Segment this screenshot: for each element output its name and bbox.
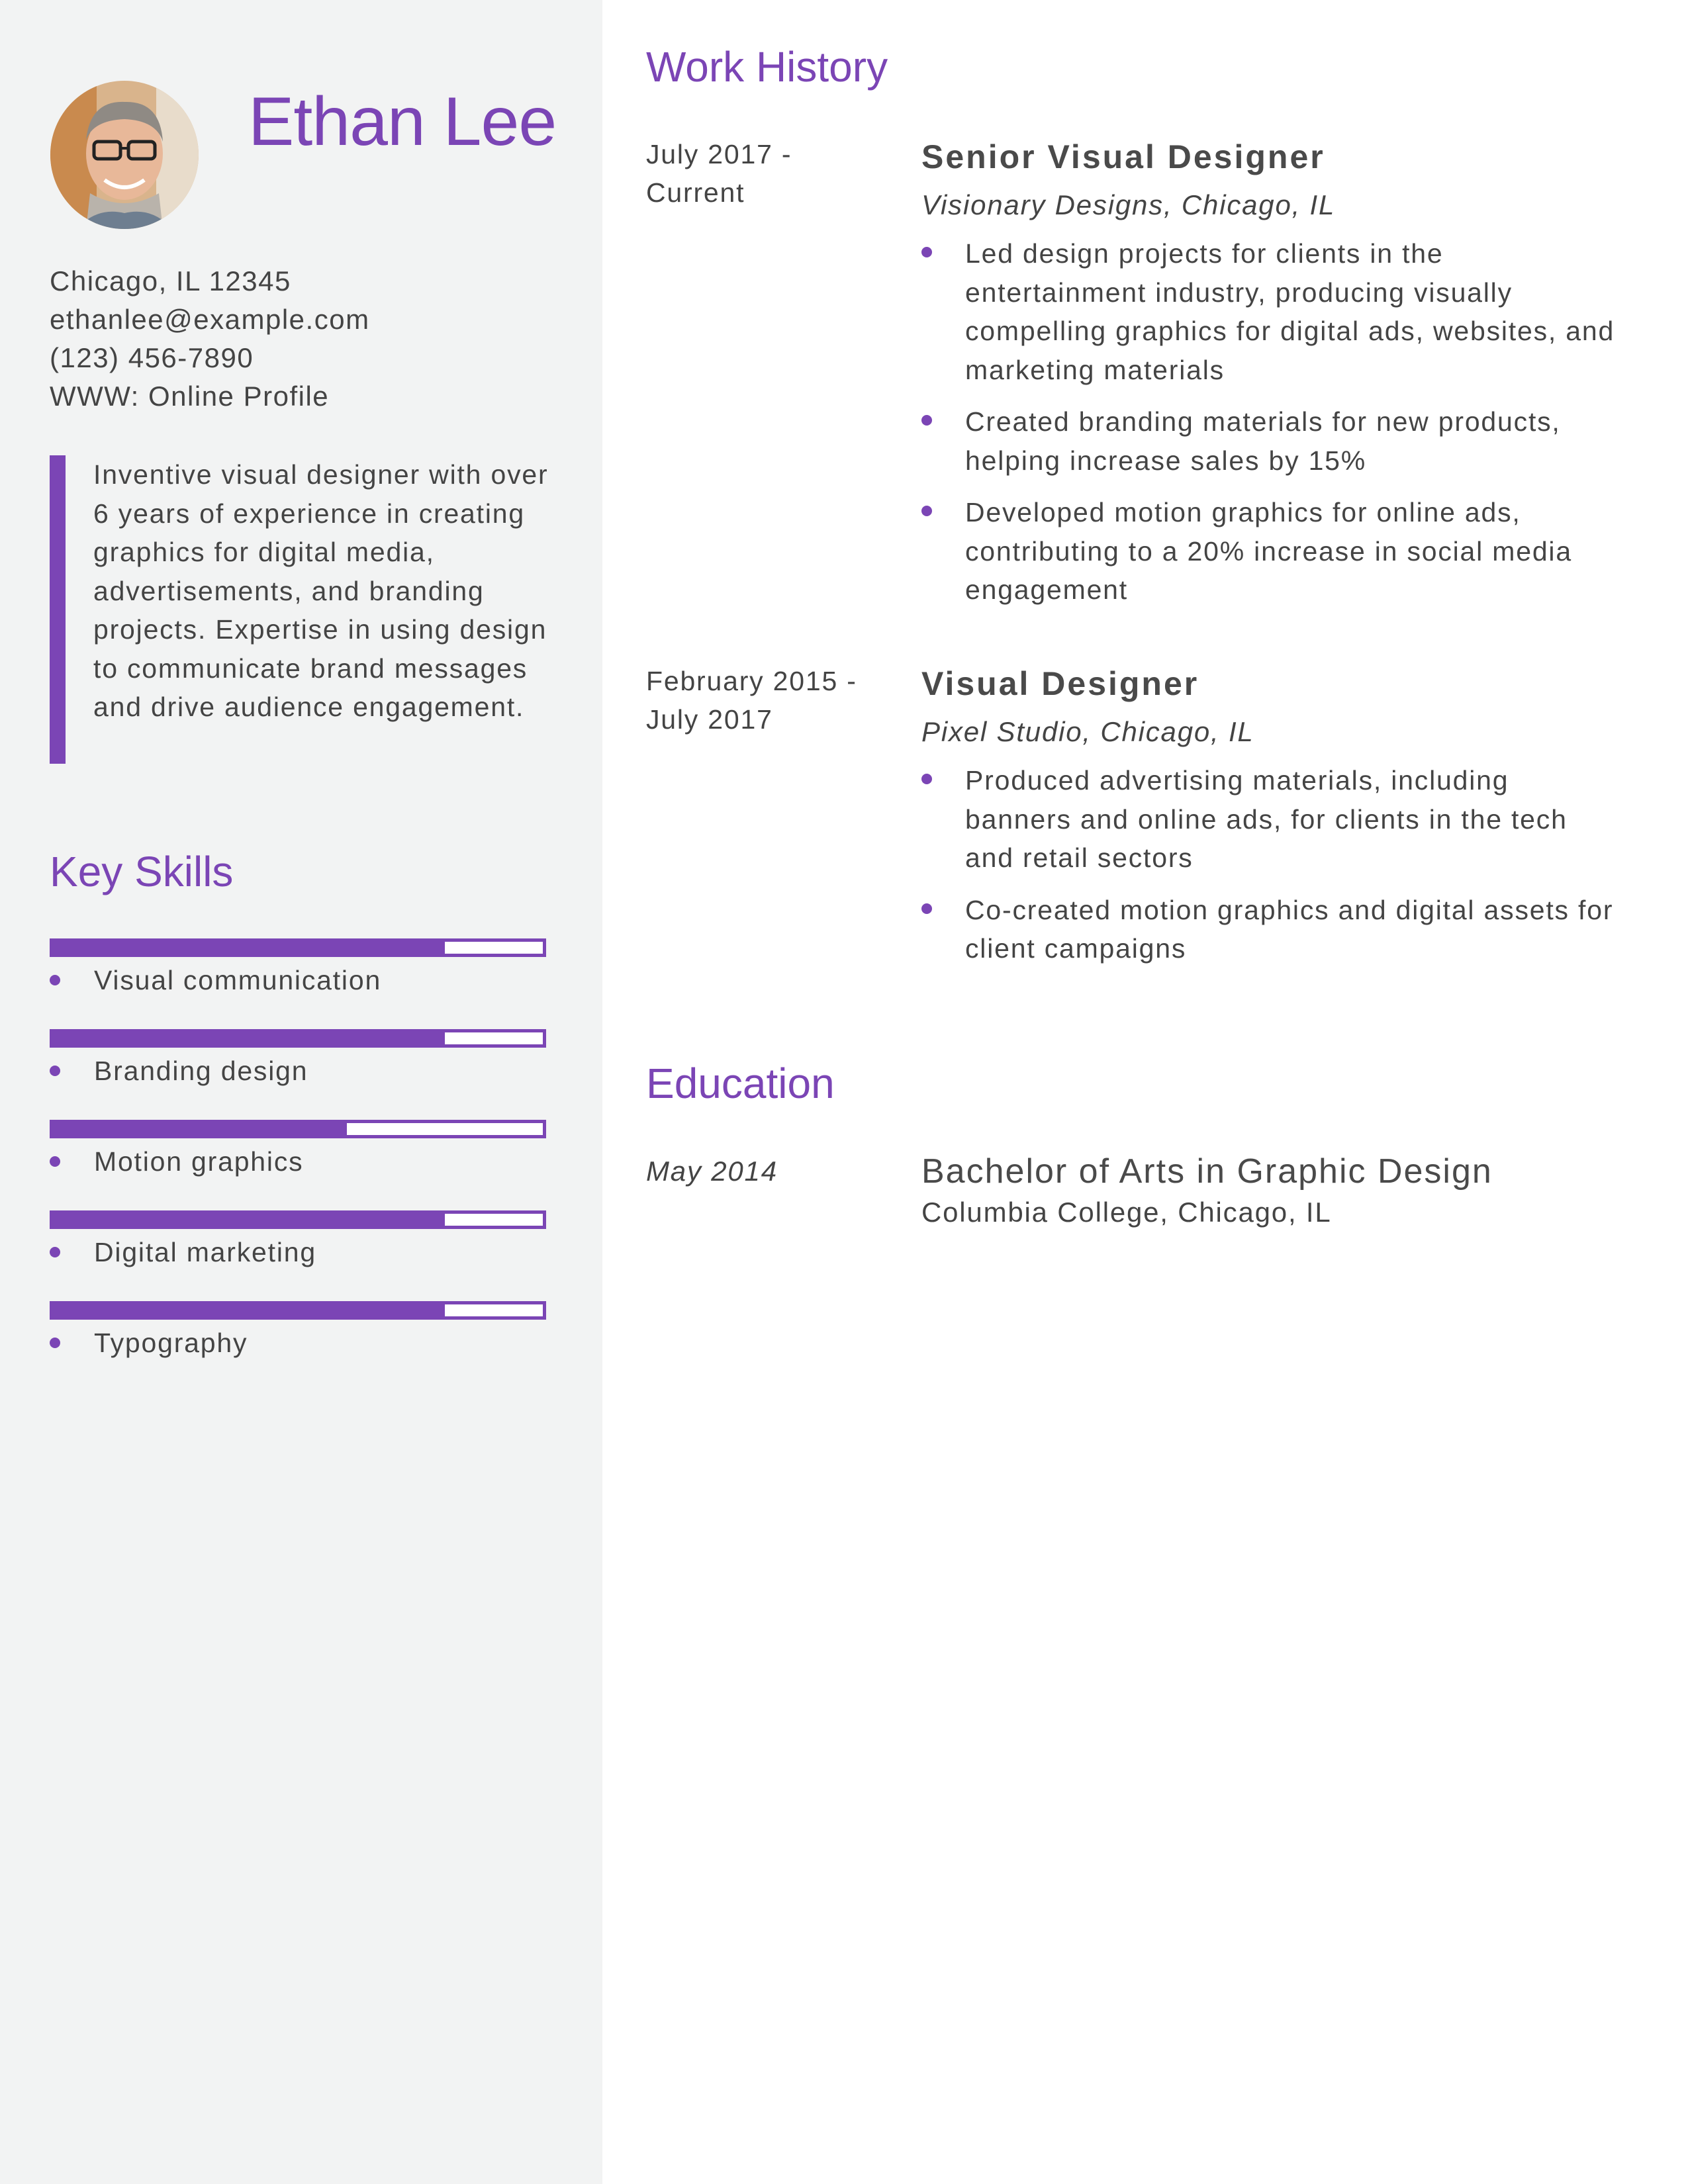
job-title: Senior Visual Designer [921, 138, 1325, 175]
job-details [921, 662, 1617, 981]
skill-level-bar [50, 1301, 546, 1320]
job-date: February 2015 - July 2017 [646, 666, 857, 735]
bullet-icon [50, 1156, 60, 1167]
skill-level-fill [53, 1304, 445, 1316]
bullet-icon [50, 1247, 60, 1257]
summary-accent-bar [50, 455, 66, 764]
job-bullet: Developed motion graphics for online ads, contributing to a 20% increase in social media engagement [921, 493, 1617, 610]
job-bullet: Led design projects for clients in the entertainment industry, producing visually compelling graphics for digital ads, websites, and marketing materials [921, 234, 1617, 389]
bullet-icon [921, 506, 932, 516]
profile-photo-image [50, 81, 199, 229]
job-bullets [921, 761, 1617, 968]
main-content [602, 0, 1688, 2184]
bullet-icon [921, 774, 932, 784]
work-history-heading: Work History [646, 43, 888, 91]
job-bullet: Co-created motion graphics and digital assets for client campaigns [921, 891, 1617, 968]
skill-label: Digital marketing [94, 1237, 316, 1267]
bullet-icon [50, 1066, 60, 1076]
skills-heading: Key Skills [50, 848, 234, 895]
summary-text: Inventive visual designer with over 6 years of experience in creating graphics for digital media, advertisements, and branding projects. Expertise in using design to communicate brand messages and drive audience engagement. [93, 459, 549, 722]
skill-level-fill [53, 1032, 445, 1044]
job-details [921, 135, 1617, 623]
candidate-name: Ethan Lee [248, 83, 557, 160]
skill-level-fill [53, 942, 445, 954]
education-heading: Education [646, 1060, 835, 1107]
contact-website[interactable]: WWW: Online Profile [50, 381, 330, 412]
job-bullet: Created branding materials for new products, helping increase sales by 15% [921, 402, 1617, 480]
job-date: July 2017 - Current [646, 139, 792, 208]
contact-info [50, 262, 370, 416]
job-company: Visionary Designs, Chicago, IL [921, 189, 1336, 220]
education-degree: Bachelor of Arts in Graphic Design [921, 1152, 1493, 1191]
skill-level-bar [50, 1210, 546, 1229]
contact-address: Chicago, IL 12345 [50, 265, 291, 296]
contact-phone: (123) 456-7890 [50, 342, 254, 373]
education-date: May 2014 [646, 1156, 778, 1187]
bullet-icon [50, 1338, 60, 1348]
sidebar [0, 0, 602, 2184]
job-company: Pixel Studio, Chicago, IL [921, 716, 1254, 747]
profile-photo [50, 81, 199, 229]
bullet-icon [921, 415, 932, 426]
job-bullet: Produced advertising materials, including banners and online ads, for clients in the tech and retail sectors [921, 761, 1617, 878]
skill-level-fill [53, 1123, 347, 1135]
job-bullets [921, 234, 1617, 610]
skill-label: Typography [94, 1328, 248, 1358]
bullet-icon [50, 975, 60, 985]
skill-level-fill [53, 1214, 445, 1226]
skill-level-bar [50, 1029, 546, 1048]
skill-level-bar [50, 938, 546, 957]
education-details [921, 1152, 1617, 1228]
skill-level-bar [50, 1120, 546, 1138]
bullet-icon [921, 903, 932, 914]
skill-label: Visual communication [94, 965, 382, 995]
job-title: Visual Designer [921, 665, 1199, 702]
contact-email[interactable]: ethanlee@example.com [50, 304, 370, 335]
education-school: Columbia College, Chicago, IL [921, 1197, 1332, 1228]
skill-label: Branding design [94, 1056, 308, 1086]
bullet-icon [921, 247, 932, 257]
skill-label: Motion graphics [94, 1146, 304, 1177]
